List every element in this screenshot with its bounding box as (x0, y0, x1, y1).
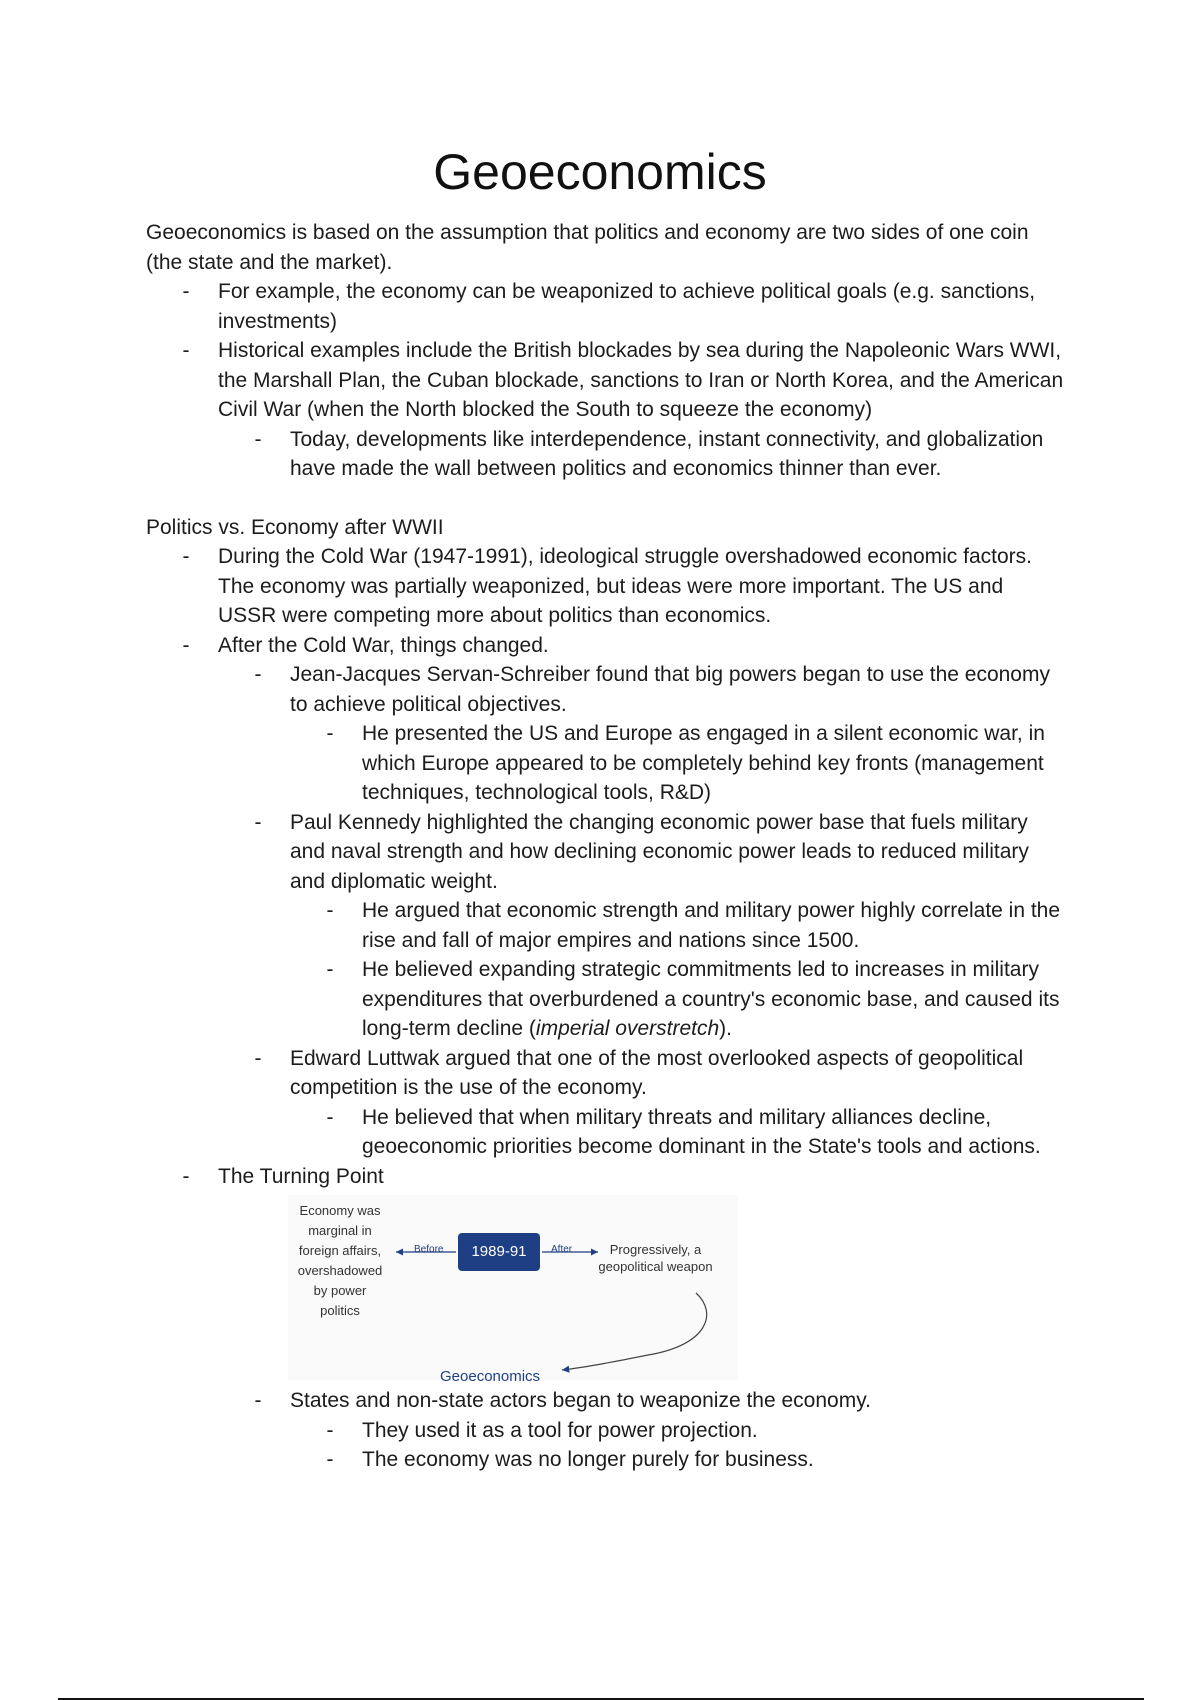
list-item (182, 277, 1066, 336)
diagram-left-label: Economy was marginal in foreign affairs, overshadowed by power politics (297, 1203, 383, 1318)
list-item (254, 1044, 1066, 1162)
list-item-text: The economy was no longer purely for business. (362, 1448, 814, 1471)
closing-list (218, 1386, 1066, 1475)
list-item (182, 542, 1066, 631)
list-item (254, 660, 1066, 808)
year-badge: 1989-91 (458, 1233, 540, 1271)
list-item-text: He believed that when military threats and military alliances decline, geoeconomic priorities become dominant in the State's tools and actions. (362, 1105, 1041, 1158)
after-label: After (551, 1244, 573, 1255)
list-item (182, 631, 1066, 1162)
diagram-right-label: Progressively, a geopolitical weapon (598, 1242, 713, 1274)
dash-bullet: - (254, 1389, 262, 1412)
list-item-text: Today, developments like interdependence, instant connectivity, and globalization have made the wall between politics and economics thinner than ever. (290, 427, 1044, 480)
list-item-text: Jean-Jacques Servan-Schreiber found that big powers began to use the economy to achieve political objectives. (290, 663, 1050, 716)
jjss-sublist (290, 719, 1066, 808)
list-item-text: Historical examples include the British blockades by sea during the Napoleonic Wars WWI, the Marshall Plan, the Cuban blockade, sanctions to Iran or North Korea, and the American Civil War (when the North blocked the South to squeeze the economy) (218, 339, 1064, 421)
intro-list (146, 277, 1066, 484)
luttwak-sublist (290, 1103, 1066, 1162)
list-item (326, 1103, 1066, 1162)
list-item-text: States and non-state actors began to weaponize the economy. (290, 1389, 871, 1412)
list-item (326, 896, 1066, 955)
dash-bullet: - (254, 663, 262, 686)
list-item (254, 1386, 1066, 1475)
list-item-text: He argued that economic strength and military power highly correlate in the rise and fall of major empires and nations since 1500. (362, 899, 1061, 952)
text-segment: He believed expanding strategic commitments led to increases in military expenditures that overburdened a country's economic base, and caused its long-term decline ( (362, 958, 1060, 1040)
list-item (326, 1445, 1066, 1475)
dash-bullet: - (326, 1105, 334, 1129)
dash-bullet: - (182, 339, 190, 362)
dash-bullet: - (254, 1046, 262, 1070)
list-item-text: Edward Luttwak argued that one of the most overlooked aspects of geopolitical competition is the use of the economy. (290, 1046, 1024, 1099)
list-item (254, 425, 1066, 484)
kennedy-sublist (290, 896, 1066, 1044)
dash-bullet: - (326, 958, 334, 981)
dash-bullet: - (254, 427, 262, 451)
list-item (254, 808, 1066, 1044)
turning-point-diagram (288, 1195, 738, 1385)
page-title: Geoeconomics (433, 144, 767, 200)
section-heading: Politics vs. Economy after WWII (146, 515, 444, 539)
intro-paragraph: Geoeconomics is based on the assumption that politics and economy are two sides of one coin (the state and the market). (146, 221, 1029, 274)
dash-bullet: - (182, 633, 190, 657)
after-sublist (218, 660, 1066, 1162)
curve-arrow (562, 1293, 707, 1370)
italic-term: imperial overstretch (535, 1017, 720, 1040)
before-label: Before (414, 1244, 444, 1255)
list-item-text (362, 958, 1059, 1040)
list-item (182, 1162, 1066, 1475)
dash-bullet: - (182, 280, 190, 303)
dash-bullet: - (326, 722, 334, 745)
list-item-text: After the Cold War, things changed. (218, 633, 549, 657)
list-item (326, 955, 1066, 1044)
intro-sublist (218, 425, 1066, 484)
document-body (146, 218, 1066, 1475)
list-item-text: During the Cold War (1947-1991), ideological struggle overshadowed economic factors. The economy was partially weaponized, but ideas were more important. The US and USSR were competing more about politics than economics. (218, 545, 1032, 627)
list-item (326, 1416, 1066, 1446)
geoeconomics-label: Geoeconomics (440, 1368, 541, 1385)
section-list (146, 542, 1066, 1475)
text-segment: ). (719, 1017, 732, 1040)
dash-bullet: - (326, 1418, 334, 1442)
dash-bullet: - (326, 899, 334, 922)
dash-bullet: - (326, 1448, 334, 1471)
list-item-text: They used it as a tool for power projection. (362, 1418, 758, 1442)
list-item (182, 336, 1066, 484)
list-item-text: The Turning Point (218, 1164, 384, 1188)
dash-bullet: - (182, 545, 190, 568)
list-item (326, 719, 1066, 808)
list-item-text: He presented the US and Europe as engaged in a silent economic war, in which Europe appeared to be completely behind key fronts (management techniques, technological tools, R&D) (362, 722, 1045, 804)
dash-bullet: - (182, 1164, 190, 1188)
list-item-text: For example, the economy can be weaponized to achieve political goals (e.g. sanctions, investments) (218, 280, 1036, 333)
list-item-text: Paul Kennedy highlighted the changing economic power base that fuels military and naval strength and how declining economic power leads to reduced military and diplomatic weight. (290, 810, 1029, 893)
closing-sublist (290, 1416, 1066, 1475)
dash-bullet: - (254, 810, 262, 834)
